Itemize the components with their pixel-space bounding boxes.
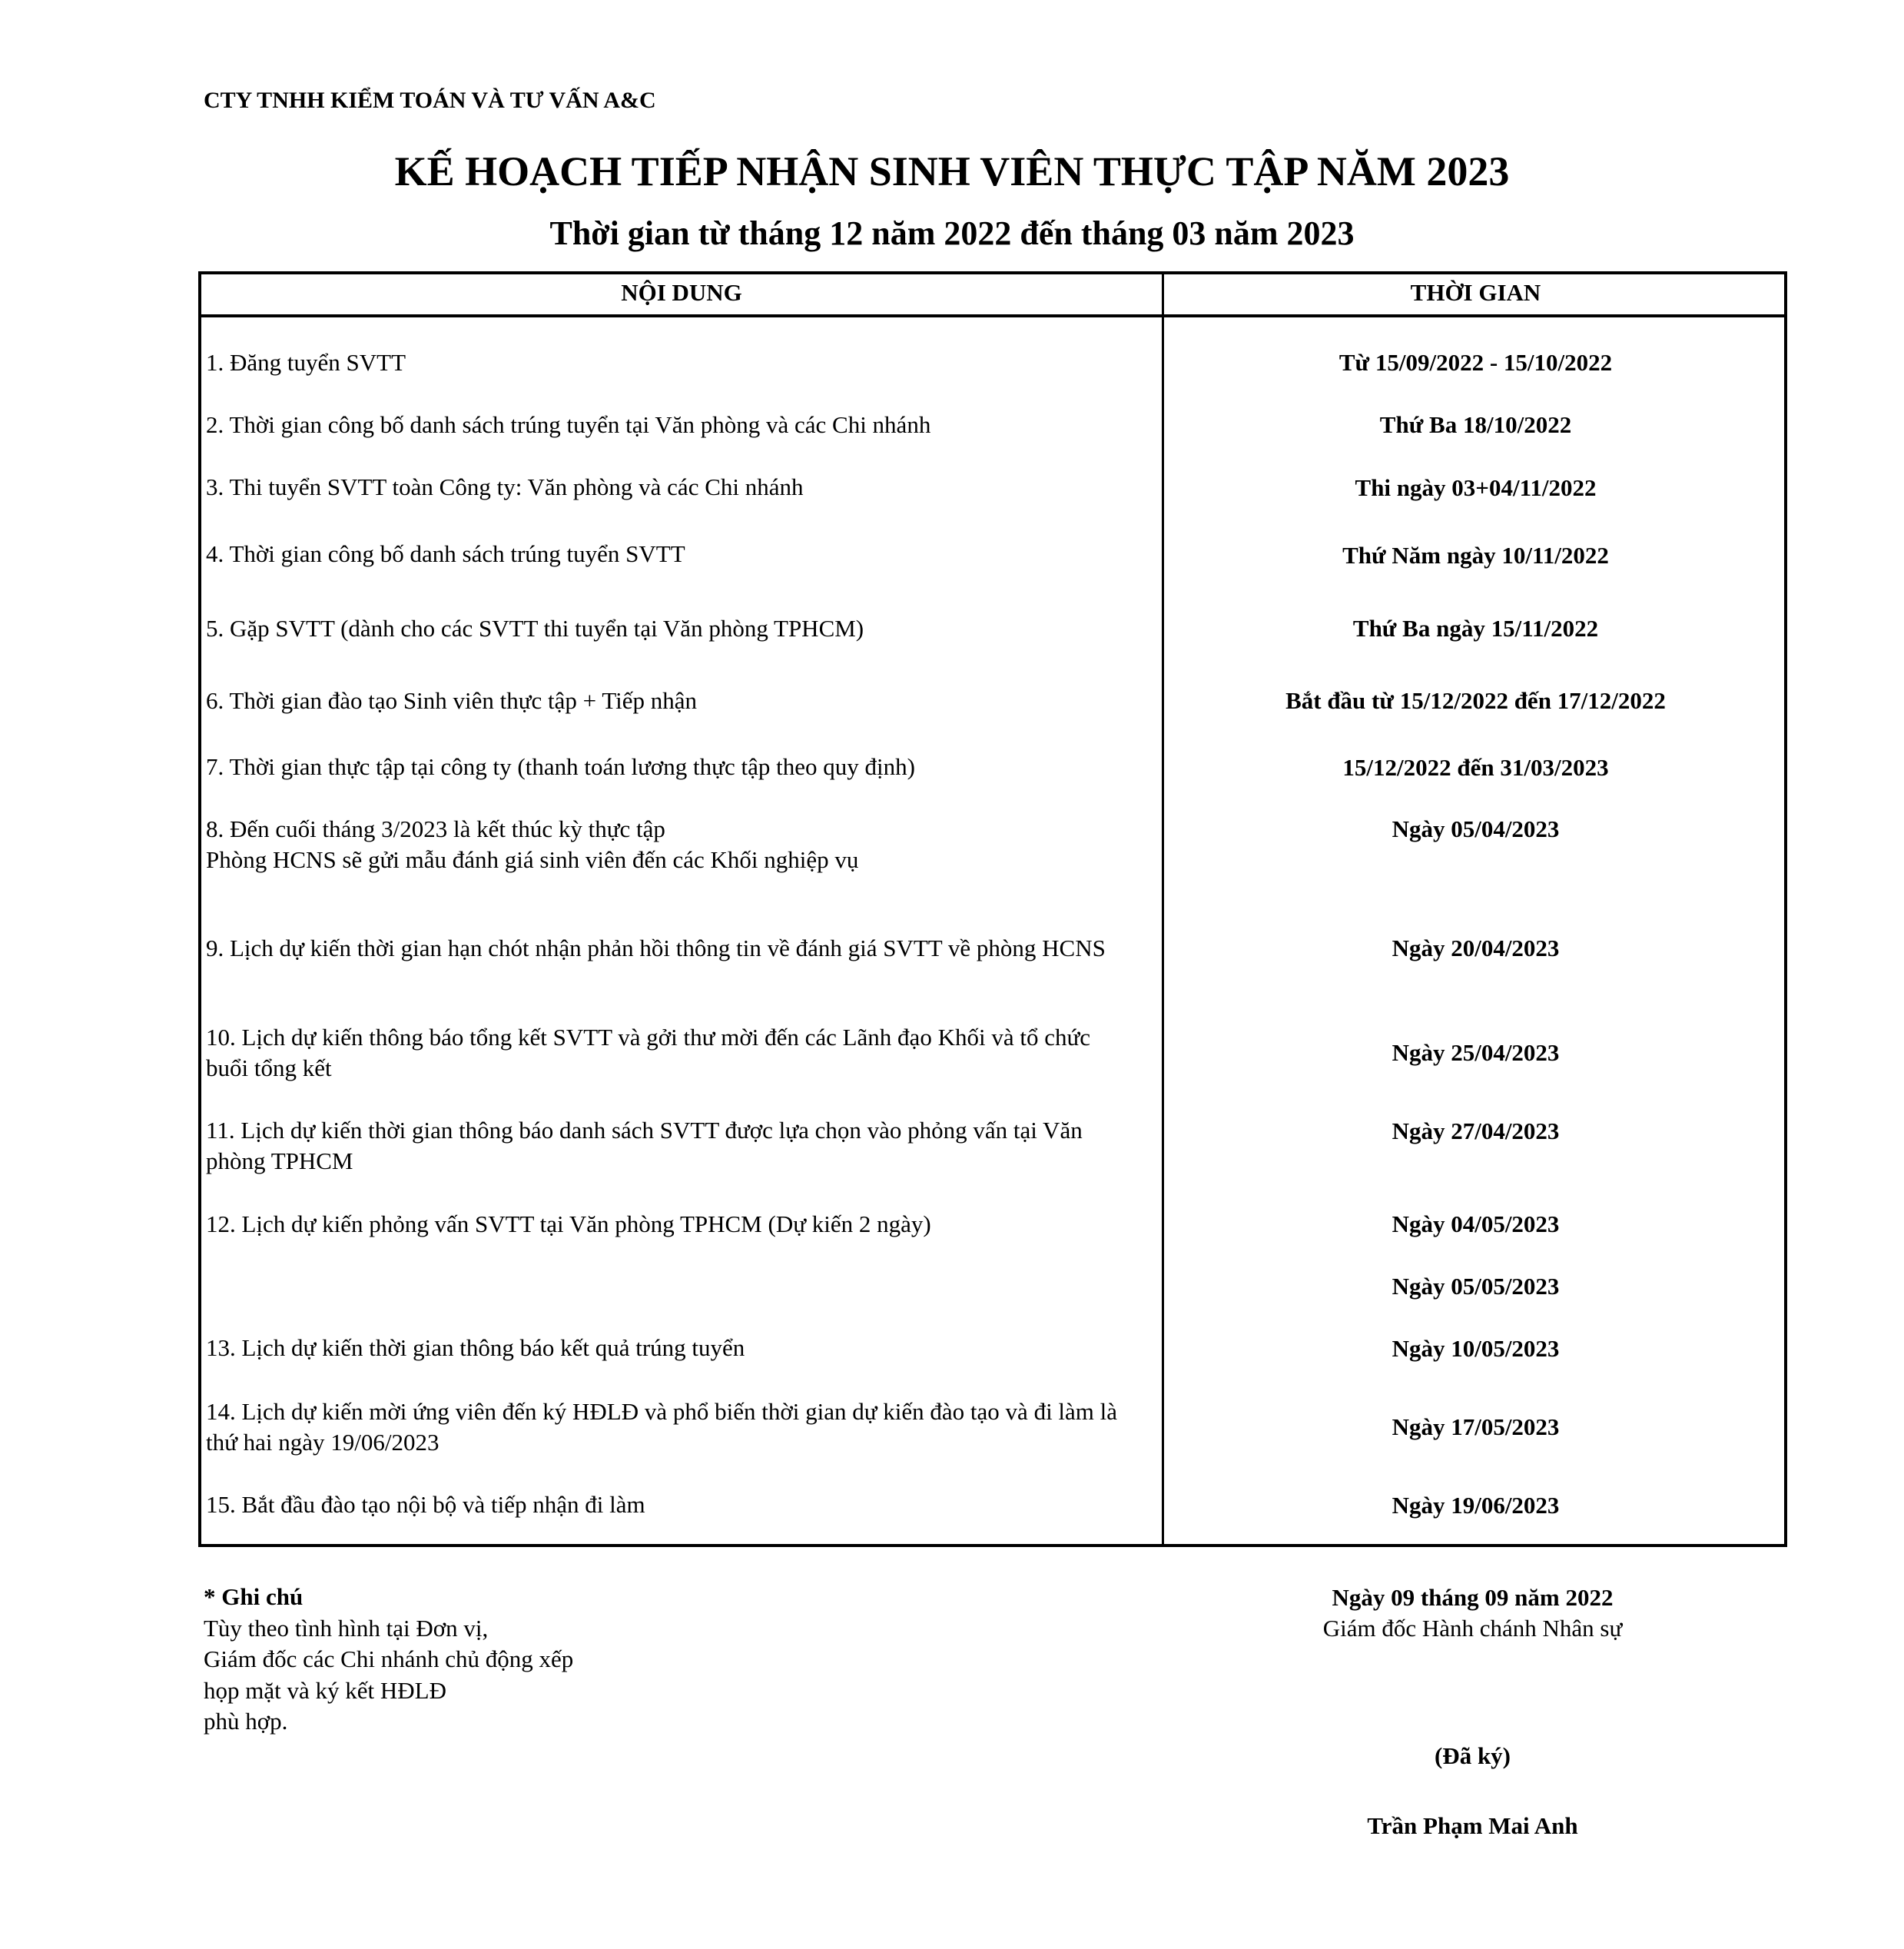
row-10-time: Ngày 25/04/2023 (1392, 1039, 1560, 1066)
row-12-time: Ngày 04/05/2023 (1392, 1210, 1560, 1237)
row-12-content: 12. Lịch dự kiến phỏng vấn SVTT tại Văn phòng TPHCM (Dự kiến 2 ngày) (206, 1210, 931, 1237)
row-3-time: Thi ngày 03+04/11/2022 (1355, 474, 1597, 501)
row-6-time: Bắt đầu từ 15/12/2022 đến 17/12/2022 (1285, 687, 1666, 714)
row-10-content: 10. Lịch dự kiến thông báo tổng kết SVTT và gởi thư mời đến các Lãnh đạo Khối và tổ chức buổi tổng kết (206, 1024, 1091, 1081)
row-2-content: 2. Thời gian công bố danh sách trúng tuyển tại Văn phòng và các Chi nhánh (206, 411, 931, 438)
note-line-3: họp mặt và ký kết HĐLĐ (204, 1677, 446, 1704)
company-name: CTY TNHH KIỂM TOÁN VÀ TƯ VẤN A&C (204, 88, 656, 113)
row-11-time: Ngày 27/04/2023 (1392, 1117, 1560, 1144)
row-2-time: Thứ Ba 18/10/2022 (1379, 411, 1572, 438)
row-15-time: Ngày 19/06/2023 (1392, 1492, 1560, 1519)
row-1-content: 1. Đăng tuyển SVTT (206, 349, 406, 376)
row-11-content: 11. Lịch dự kiến thời gian thông báo danh sách SVTT được lựa chọn vào phỏng vấn tại Văn phòng TPHCM (206, 1117, 1083, 1174)
row-13-content: 13. Lịch dự kiến thời gian thông báo kết quả trúng tuyển (206, 1334, 745, 1361)
row-9-content: 9. Lịch dự kiến thời gian hạn chót nhận phản hồi thông tin về đánh giá SVTT về phòng HCNS (206, 935, 1106, 961)
note-line-2: Giám đốc các Chi nhánh chủ động xếp (204, 1645, 574, 1672)
row-6-content: 6. Thời gian đào tạo Sinh viên thực tập + Tiếp nhận (206, 687, 698, 714)
signature-signed: (Đã ký) (1434, 1742, 1511, 1769)
header-time: THỜI GIAN (1410, 279, 1541, 306)
row-1-time: Từ 15/09/2022 - 15/10/2022 (1338, 349, 1613, 376)
row-8-content: 8. Đến cuối tháng 3/2023 là kết thúc kỳ thực tập Phòng HCNS sẽ gửi mẫu đánh giá sinh viên đến các Khối nghiệp vụ (206, 815, 859, 873)
header-divider (201, 314, 1784, 317)
note-heading: * Ghi chú (204, 1583, 304, 1610)
signature-name: Trần Phạm Mai Anh (1367, 1812, 1578, 1839)
row-7-time: 15/12/2022 đến 31/03/2023 (1342, 754, 1609, 781)
row-5-content: 5. Gặp SVTT (dành cho các SVTT thi tuyển tại Văn phòng TPHCM) (206, 615, 864, 642)
row-13-time: Ngày 10/05/2023 (1392, 1335, 1560, 1362)
row-12b-time: Ngày 05/05/2023 (1392, 1273, 1560, 1300)
row-4-content: 4. Thời gian công bố danh sách trúng tuyển SVTT (206, 540, 685, 567)
schedule-table (198, 271, 1787, 1547)
row-14-time: Ngày 17/05/2023 (1392, 1413, 1560, 1440)
signature-date: Ngày 09 tháng 09 năm 2022 (1332, 1584, 1614, 1611)
row-8-time: Ngày 05/04/2023 (1392, 815, 1560, 842)
page-subtitle: Thời gian từ tháng 12 năm 2022 đến tháng 03 năm 2023 (549, 214, 1355, 252)
row-14-content: 14. Lịch dự kiến mời ứng viên đến ký HĐLĐ và phổ biến thời gian dự kiến đào tạo và đi làm là thứ hai ngày 19/06/2023 (206, 1398, 1118, 1456)
row-9-time: Ngày 20/04/2023 (1392, 935, 1560, 961)
row-15-content: 15. Bắt đầu đào tạo nội bộ và tiếp nhận đi làm (206, 1491, 645, 1518)
row-4-time: Thứ Năm ngày 10/11/2022 (1342, 542, 1609, 569)
header-content: NỘI DUNG (621, 279, 742, 306)
row-5-time: Thứ Ba ngày 15/11/2022 (1352, 615, 1599, 642)
signature-position: Giám đốc Hành chánh Nhân sự (1322, 1615, 1623, 1642)
note-line-1: Tùy theo tình hình tại Đơn vị, (204, 1615, 489, 1642)
page-title: KẾ HOẠCH TIẾP NHẬN SINH VIÊN THỰC TẬP NĂM 2023 (394, 148, 1510, 194)
row-7-content: 7. Thời gian thực tập tại công ty (thanh toán lương thực tập theo quy định) (206, 753, 915, 780)
row-3-content: 3. Thi tuyển SVTT toàn Công ty: Văn phòng và các Chi nhánh (206, 473, 804, 500)
note-line-4: phù hợp. (204, 1708, 288, 1735)
